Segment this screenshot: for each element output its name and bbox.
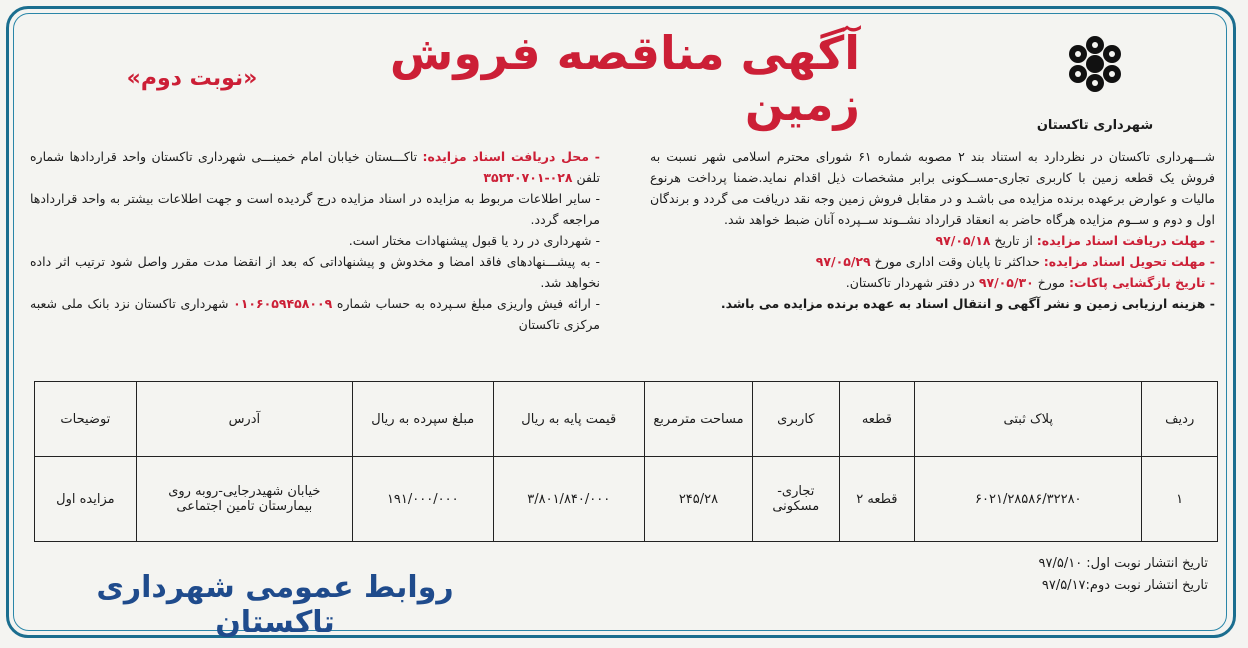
table-cell: ۲۴۵/۲۸ <box>644 457 752 542</box>
items-table <box>34 381 1218 542</box>
table-cell: ۳/۸۰۱/۸۴۰/۰۰۰ <box>493 457 644 542</box>
opening-label: - تاریخ بازگشایی پاکات: <box>1068 275 1215 290</box>
table-cell: ۶۰۲۱/۲۸۵۸۶/۳۲۲۸۰ <box>915 457 1142 542</box>
submit-date: ۹۷/۰۵/۲۹ <box>815 254 871 269</box>
table-cell: مزایده اول <box>35 457 137 542</box>
first-publish-date: تاریخ انتشار نوبت اول: ۹۷/۵/۱۰ <box>1038 556 1208 571</box>
opening-line <box>650 272 1215 293</box>
table-cell: خیابان شهیدرجایی-روبه روی بیمارستان تامین اجتماعی <box>136 457 352 542</box>
table-header: مساحت مترمربع <box>644 382 752 457</box>
deposit-text-after: شهرداری تاکستان نزد بانک ملی شعبه مرکزی تاکستان <box>30 296 600 332</box>
reject-note: - شهرداری در رد یا قبول پیشنهادات مختار است. <box>348 233 600 248</box>
table-header: ردیف <box>1142 382 1218 457</box>
deposit-text-before: - ارائه فیش واریزی مبلغ سـپرده به حساب شماره <box>332 296 601 311</box>
page-subtitle: «نوبت دوم» <box>126 66 258 91</box>
location-label: - محل دریافت اسناد مزایده: <box>422 149 600 164</box>
table-header: پلاک ثبتی <box>915 382 1142 457</box>
table-cell: تجاری- مسکونی <box>753 457 840 542</box>
deposit-line <box>30 293 600 335</box>
deadline-date: ۹۷/۰۵/۱۸ <box>935 233 991 248</box>
submit-label: - مهلت تحویل اسناد مزایده: <box>1043 254 1215 269</box>
right-column <box>650 146 1215 314</box>
municipality-name: شهرداری تاکستان <box>1036 118 1154 133</box>
deadline-line <box>650 230 1215 251</box>
publish-dates <box>1039 553 1209 597</box>
opening-text-before: مورخ <box>1033 275 1069 290</box>
page-title: آگهی مناقصه فروش زمین <box>389 26 860 131</box>
table-cell: قطعه ۲ <box>839 457 915 542</box>
other-info: - سایر اطلاعات مربوط به مزایده در اسناد مزایده درج گردیده است و جهت اطلاعات بیشتر به واحد قراردادها مراجعه گردد. <box>30 191 600 227</box>
left-column <box>30 146 600 335</box>
deadline-text: از تاریخ <box>990 233 1037 248</box>
cost-note: - هزینه ارزیابی زمین و نشر آگهی و انتقال اسناد به عهده برنده مزایده می باشد. <box>720 296 1215 311</box>
table-header: قطعه <box>839 382 915 457</box>
public-relations-signature: روابط عمومی شهرداری تاکستان <box>96 570 454 640</box>
table-header: مبلغ سپرده به ریال <box>352 382 493 457</box>
location-line <box>30 146 600 188</box>
table-header: کاربری <box>753 382 840 457</box>
submit-text: حداکثر تا پایان وقت اداری مورخ <box>870 254 1044 269</box>
opening-text-after: در دفتر شهردار تاکستان. <box>845 275 979 290</box>
opening-date: ۹۷/۰۵/۳۰ <box>978 275 1034 290</box>
table-row <box>35 457 1218 542</box>
submit-line <box>650 251 1215 272</box>
second-publish-date: تاریخ انتشار نوبت دوم:۹۷/۵/۱۷ <box>1041 578 1208 593</box>
location-text: تاکـــستان خیابان امام خمینـــی شهرداری تاکستان واحد قراردادها شماره تلفن <box>30 149 600 185</box>
table-cell: ۱۹۱/۰۰۰/۰۰۰ <box>352 457 493 542</box>
table-header: توضیحات <box>35 382 137 457</box>
intro-text: شـــهرداری تاکستان در نظردارد به استناد بند ۲ مصوبه شماره ۶۱ شورای محترم اسلامی شهر نسبت به فروش یک قطعه زمین با کاربری تجاری-مســکونی برابر مشخصات ذیل اقدام نماید.ضمنا پرداخت هرنوع مالیات و عوارض برعهده برنده مزایده می باشـد و در مقابل فروش زمین وجه نقد دریافت می گردد و برندگان اول و دوم و ســوم مزایده هرگاه حاضر به انعقاد قرارداد نشــوند ســپرده آنان ضبط خواهد شد. <box>650 149 1215 227</box>
table-cell: ۱ <box>1142 457 1218 542</box>
deposit-account: ۰۱۰۶۰۵۹۴۵۸۰۰۹ <box>233 296 333 311</box>
table-header: آدرس <box>136 382 352 457</box>
location-phone: ۰۲۸-۳۵۲۳۰۷۰۱ <box>483 170 573 185</box>
table-header-row <box>35 382 1218 457</box>
deadline-label: - مهلت دریافت اسناد مزایده: <box>1036 233 1215 248</box>
table-header: قیمت پایه به ریال <box>493 382 644 457</box>
invalid-note: - به پیشـــنهادهای فاقد امضا و مخدوش و پیشنهاداتی که بعد از انقضا مدت مقرر واصل شود ترتیب اثر داده نخواهد شد. <box>30 254 600 290</box>
municipality-logo <box>1062 34 1128 94</box>
